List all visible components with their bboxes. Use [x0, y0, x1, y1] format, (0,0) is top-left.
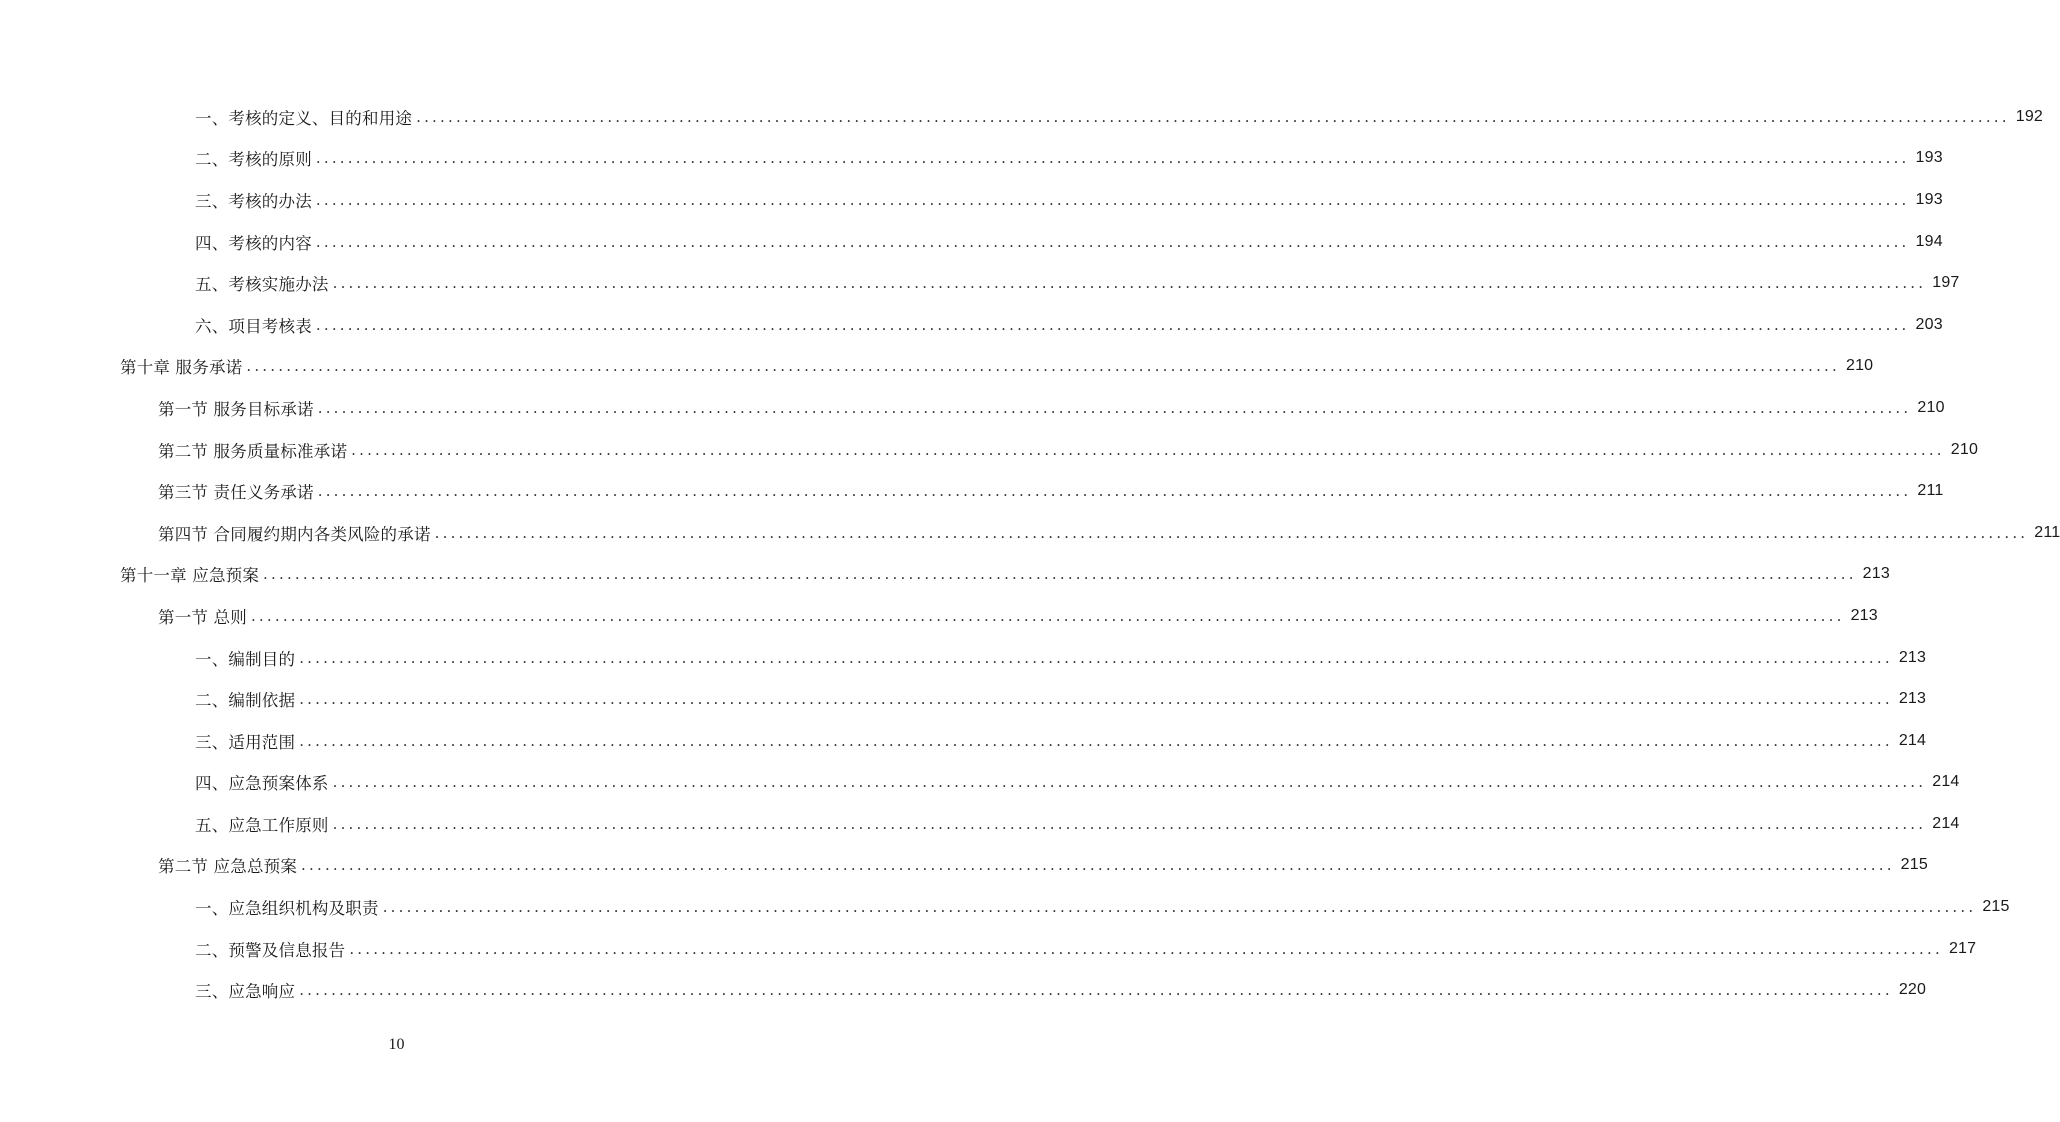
dot-leader: ........................................................................................................................................................................................................ — [317, 482, 1912, 501]
dot-leader: ........................................................................................................................................................................................................ — [332, 814, 1927, 833]
dot-leader: ........................................................................................................................................................................................................ — [315, 315, 1910, 334]
toc-entry[interactable] — [0, 346, 1874, 388]
toc-entry-page: 214 — [1898, 731, 1927, 749]
dot-leader: ........................................................................................................................................................................................................ — [315, 149, 1910, 168]
dot-leader: ........................................................................................................................................................................................................ — [382, 898, 1977, 917]
toc-entry-page: 213 — [1898, 690, 1927, 708]
toc-entry-page: 214 — [1932, 773, 1960, 791]
toc-entry-page: 214 — [1932, 814, 1960, 832]
toc-entry[interactable] — [0, 637, 1927, 679]
toc-entry-title: 第二节 应急总预案 — [158, 857, 298, 877]
dot-leader: ........................................................................................................................................................................................................ — [246, 357, 1840, 376]
dot-leader: ........................................................................................................................................................................................................ — [317, 398, 1912, 417]
toc-entry-title: 三、考核的办法 — [195, 191, 312, 211]
toc-entry-title: 四、考核的内容 — [195, 233, 312, 253]
toc-entry-title: 第一节 总则 — [158, 607, 247, 627]
toc-entry[interactable] — [0, 221, 1943, 263]
dot-leader: ........................................................................................................................................................................................................ — [416, 107, 2010, 126]
toc-entry-page: 210 — [1950, 440, 1979, 458]
dot-leader: ........................................................................................................................................................................................................ — [250, 606, 1845, 625]
toc-entry[interactable] — [0, 928, 1977, 970]
toc-entry-page: 197 — [1932, 274, 1960, 292]
dot-leader: ........................................................................................................................................................................................................ — [434, 523, 2029, 542]
toc-entry-page: 211 — [2034, 523, 2060, 541]
dot-leader: ........................................................................................................................................................................................................ — [263, 565, 1857, 584]
toc-entry[interactable] — [0, 96, 2044, 138]
dot-leader: ........................................................................................................................................................................................................ — [332, 274, 1927, 293]
toc-entry-page: 213 — [1898, 648, 1927, 666]
toc-entry[interactable] — [0, 554, 1890, 596]
dot-leader: ........................................................................................................................................................................................................ — [301, 856, 1895, 875]
toc-entry-title: 二、编制依据 — [195, 691, 296, 711]
toc-entry[interactable] — [0, 138, 1943, 180]
dot-leader: ........................................................................................................................................................................................................ — [299, 690, 1893, 709]
toc-entry-title: 五、应急工作原则 — [195, 815, 329, 835]
page-number: 10 — [388, 1036, 405, 1053]
toc-entry-title: 一、应急组织机构及职责 — [195, 899, 379, 919]
toc-entry-page: 193 — [1915, 149, 1943, 167]
toc-entry-page: 193 — [1915, 190, 1943, 208]
toc-entry-title: 第一节 服务目标承诺 — [158, 399, 314, 419]
dot-leader: ........................................................................................................................................................................................................ — [349, 939, 1943, 958]
toc-entry-page: 211 — [1917, 482, 1944, 500]
toc-entry[interactable] — [0, 304, 1943, 346]
toc-entry-page: 217 — [1948, 939, 1977, 957]
dot-leader: ........................................................................................................................................................................................................ — [315, 232, 1910, 251]
toc-entry-page: 220 — [1898, 981, 1927, 999]
toc-entry[interactable] — [0, 262, 1960, 304]
toc-entry-title: 四、应急预案体系 — [195, 774, 329, 794]
toc-entry-title: 六、项目考核表 — [195, 316, 312, 336]
toc-entry-title: 第十章 服务承诺 — [120, 358, 243, 378]
toc-entry-title: 第四节 合同履约期内各类风险的承诺 — [158, 524, 431, 544]
toc-entry[interactable] — [0, 678, 1927, 720]
toc-entry[interactable] — [0, 470, 1944, 512]
dot-leader: ........................................................................................................................................................................................................ — [351, 440, 1945, 459]
toc-entry-page: 213 — [1862, 565, 1890, 583]
toc-entry[interactable] — [0, 387, 1945, 429]
toc-entry-page: 192 — [2015, 107, 2044, 125]
dot-leader: ........................................................................................................................................................................................................ — [299, 648, 1893, 667]
toc-entry-title: 第三节 责任义务承诺 — [158, 483, 314, 503]
toc-entry[interactable] — [0, 969, 1927, 1011]
toc-entry-title: 一、考核的定义、目的和用途 — [195, 108, 413, 128]
toc-entry-title: 三、适用范围 — [195, 732, 296, 752]
toc-entry-page: 210 — [1845, 357, 1874, 375]
toc-entry-title: 三、应急响应 — [195, 982, 296, 1002]
toc-entry[interactable] — [0, 762, 1960, 804]
dot-leader: ........................................................................................................................................................................................................ — [332, 773, 1927, 792]
toc-entry[interactable] — [0, 595, 1878, 637]
dot-leader: ........................................................................................................................................................................................................ — [315, 190, 1910, 209]
toc-entry-page: 203 — [1915, 315, 1943, 333]
toc-entry-title: 第二节 服务质量标准承诺 — [158, 441, 348, 461]
toc-entry-page: 213 — [1850, 606, 1878, 624]
toc-entry-page: 210 — [1917, 398, 1945, 416]
toc-entry-page: 215 — [1982, 898, 2010, 916]
dot-leader: ........................................................................................................................................................................................................ — [299, 731, 1893, 750]
toc-entry-title: 一、编制目的 — [195, 649, 296, 669]
toc-entry[interactable] — [0, 179, 1943, 221]
toc-entry-title: 二、预警及信息报告 — [195, 940, 346, 960]
toc-entry[interactable] — [0, 886, 2010, 928]
toc-entry-title: 第十一章 应急预案 — [120, 566, 260, 586]
toc-entry-title: 二、考核的原则 — [195, 150, 312, 170]
toc-entry-page: 194 — [1915, 232, 1943, 250]
toc-entry[interactable] — [0, 803, 1960, 845]
toc-entry[interactable] — [0, 720, 1927, 762]
table-of-contents — [0, 96, 2060, 1011]
toc-entry[interactable] — [0, 512, 2060, 554]
toc-entry[interactable] — [0, 845, 1928, 887]
toc-entry-title: 五、考核实施办法 — [195, 275, 329, 295]
dot-leader: ........................................................................................................................................................................................................ — [299, 981, 1893, 1000]
toc-entry-page: 215 — [1900, 856, 1928, 874]
toc-entry[interactable] — [0, 429, 1979, 471]
